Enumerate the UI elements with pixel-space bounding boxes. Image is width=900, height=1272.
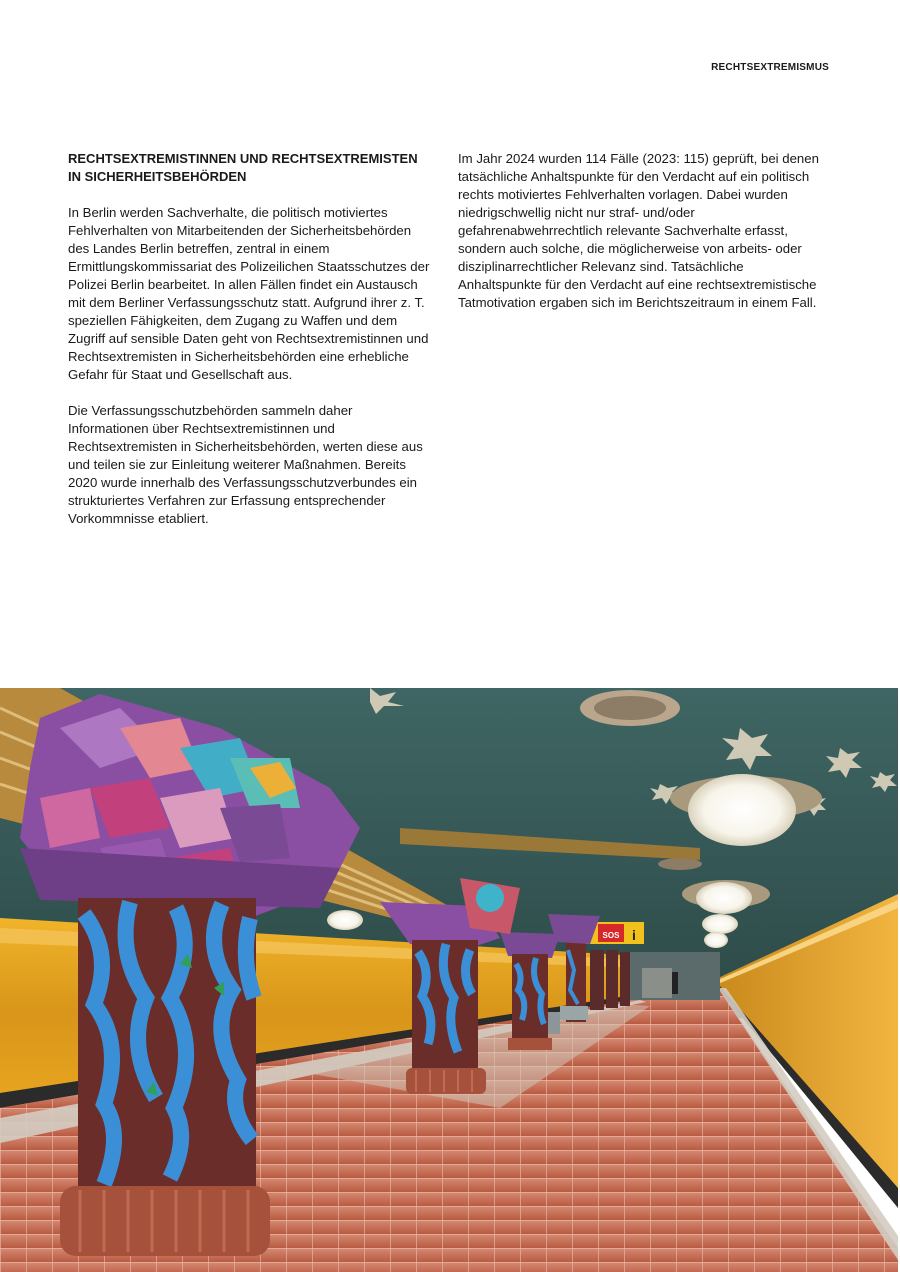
waste-bin — [548, 1012, 560, 1034]
body-paragraph-2: Die Verfassungsschutzbehörden sammeln daher Informationen über Rechtsextremistinnen und Rechtsextremisten in Sicherheitsbehörden, werten diese aus und teilen sie zur Einleitung weiterer Maßnahmen. Bereits 2020 wurde innerhalb des Verfassungsschutzverbundes ein strukturiertes Verfahren zur Erfassung entsprechender Vorkommnisse etabliert. — [68, 403, 423, 526]
ceiling-lamp-3 — [702, 914, 738, 934]
pillar-base — [60, 1186, 270, 1256]
distant-person — [672, 972, 678, 994]
body-paragraph-1: In Berlin werden Sachverhalte, die politisch motiviertes Fehlverhalten von Mitarbeitenden der Sicherheitsbehörden des Landes Berlin betreffen, zentral in einem Ermittlungskommissariat des Polizeilichen Staatsschutzes der Polizei Berlin bearbeitet. In allen Fällen findet ein Austausch mit dem Berliner Verfassungsschutz statt. Aufgrund ihrer z. T. speziellen Fähigkeiten, dem Zugang zu Waffen und dem Zugriff auf sensible Daten geht von Rechtsextremistinnen und Rechtsextremisten in Sicherheitsbehörden eine erhebliche Gefahr für Staat und Gesellschaft aus. — [68, 205, 430, 382]
body-paragraph-3: Im Jahr 2024 wurden 114 Fälle (2023: 115) geprüft, bei denen tatsächliche Anhaltspunkte für den Verdacht auf ein politisch rechts motiviertes Fehlverhalten vorlagen. Dabei wurden niedrigschwellig nicht nur straf- und/oder gefahrenabwehrrechtlich relevante Sachverhalte erfasst, sondern auch solche, die möglicherweise von arbeits- oder disziplinarrechtlicher Relevanz sind. Tatsächliche Anhaltspunkte für den Verdacht auf eine rechtsextremistische Tatmotivation ergaben sich im Berichtszeitraum in einem Fall. — [458, 151, 819, 310]
sos-sign-text: SOS — [602, 931, 620, 940]
info-sign-text: i — [632, 927, 636, 943]
section-heading: RECHTSEXTREMISTINNEN UND RECHTSEXTREMISTEN IN SICHERHEITSBEHÖRDEN — [68, 151, 418, 184]
text-column-right — [458, 150, 830, 330]
running-head: RECHTSEXTREMISMUS — [711, 62, 829, 73]
ceiling-lamp-4 — [327, 910, 363, 930]
subway-station-photo — [0, 688, 898, 1272]
platform-bench — [560, 1006, 588, 1020]
text-column-left — [68, 150, 432, 546]
